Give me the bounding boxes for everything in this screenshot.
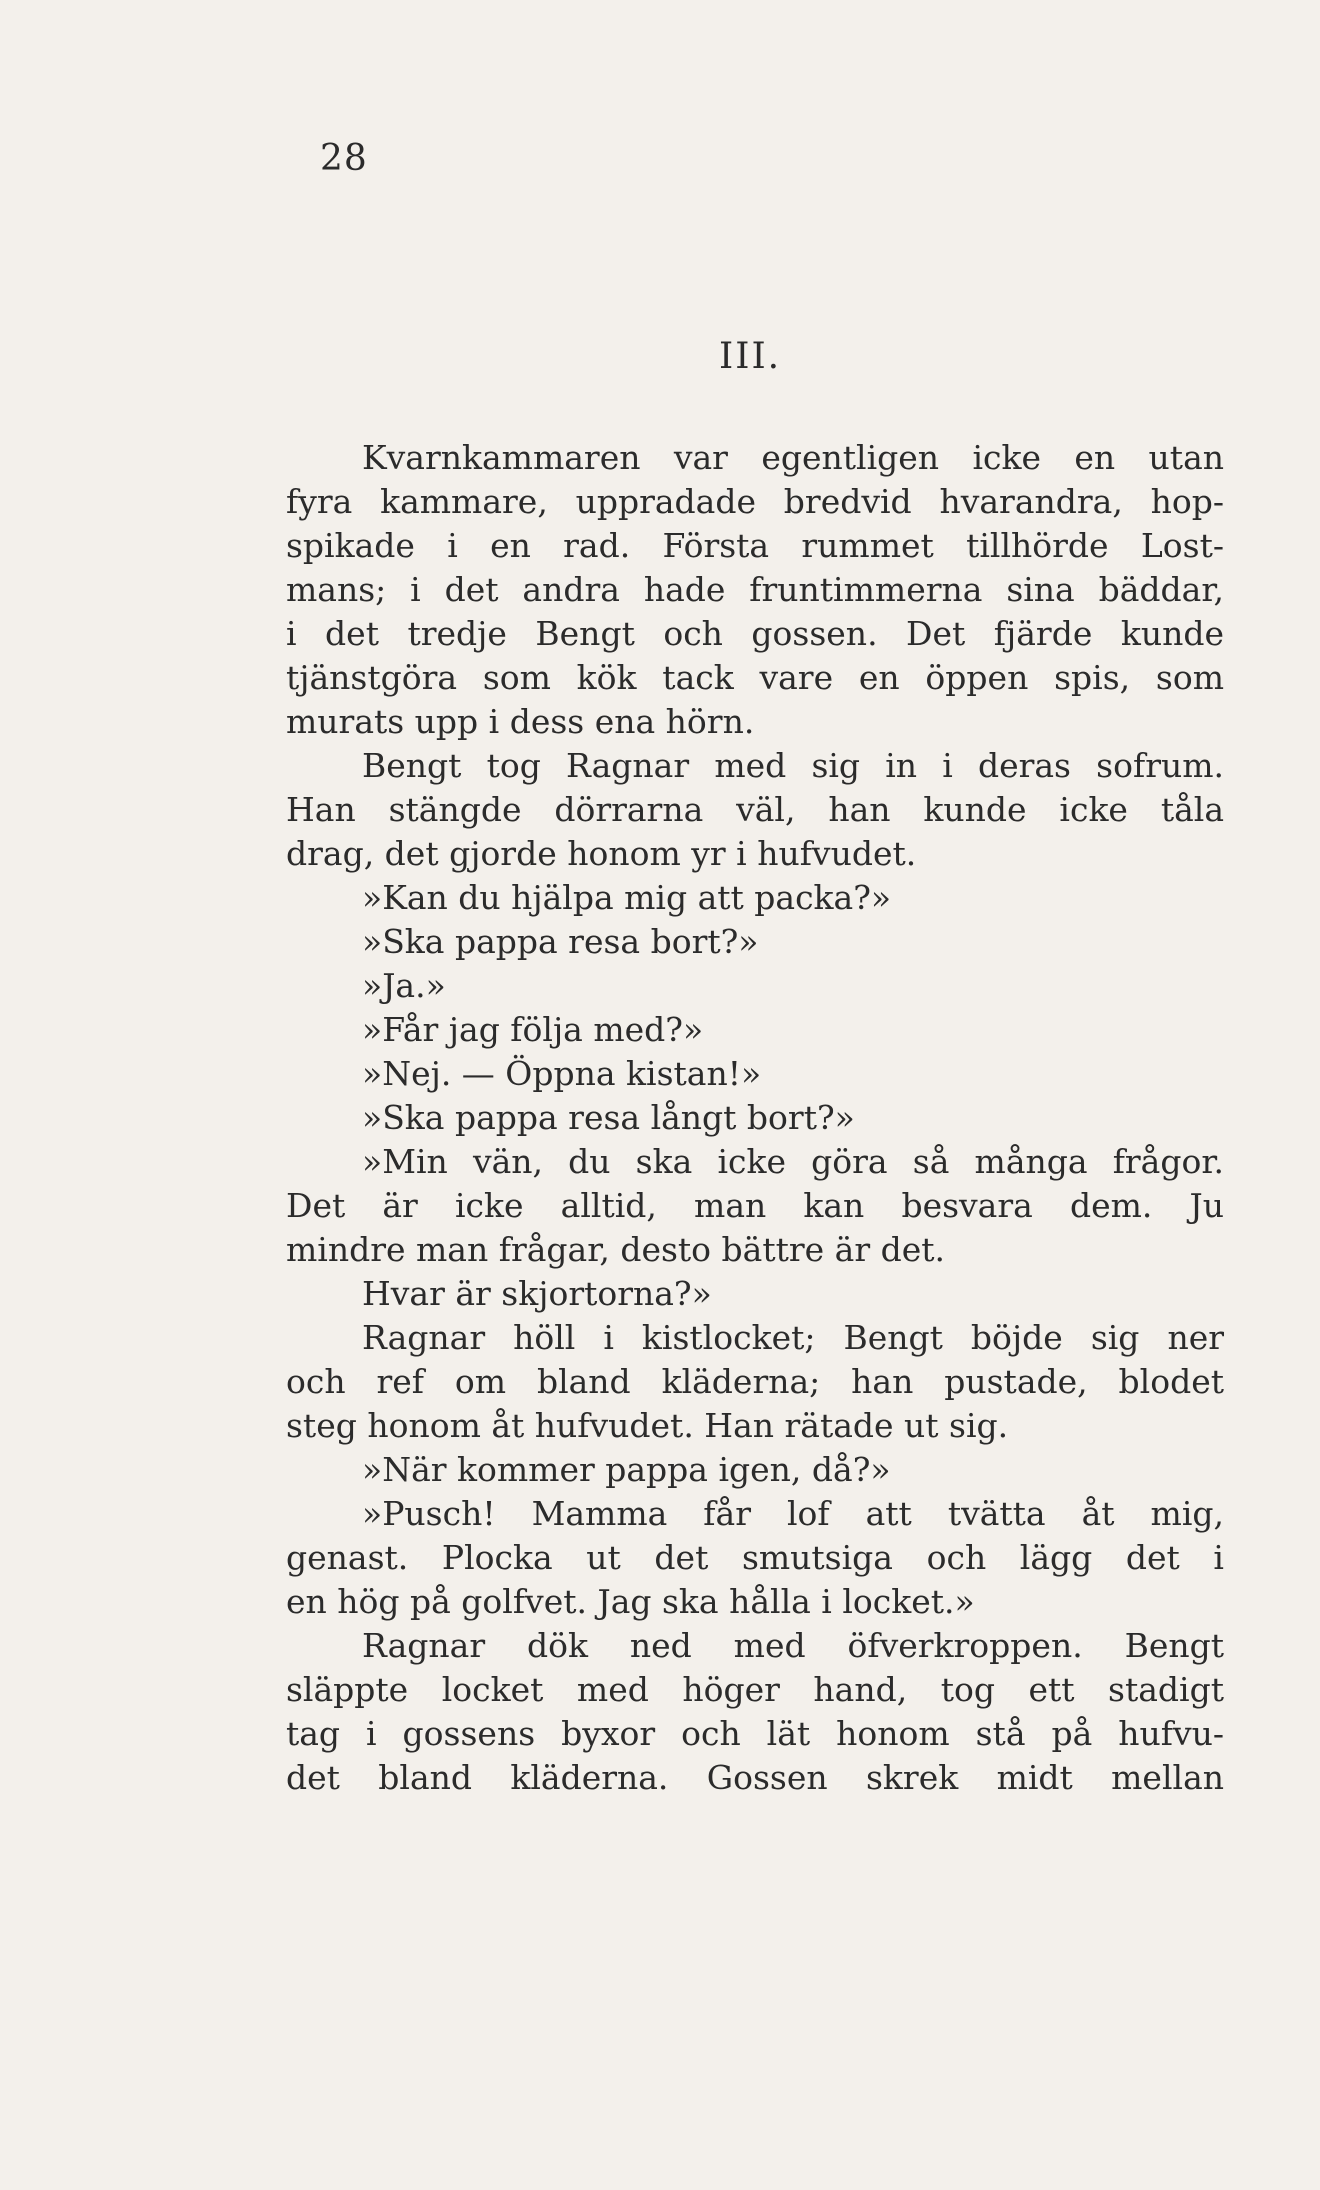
text-line: Kvarnkammaren var egentligen icke en utan <box>362 438 1224 477</box>
text-line: mindre man frågar, desto bättre är det. <box>286 1230 945 1269</box>
text-line: släppte locket med höger hand, tog ett stadigt <box>286 1670 1224 1709</box>
text-line: »När kommer pappa igen, då?» <box>362 1450 891 1489</box>
text-line: i det tredje Bengt och gossen. Det fjärde kunde <box>286 614 1224 653</box>
text-line: mans; i det andra hade fruntimmerna sina bäddar, <box>286 570 1224 609</box>
text-line: spikade i en rad. Första rummet tillhörde Lost- <box>286 526 1224 565</box>
text-line: steg honom åt hufvudet. Han rätade ut sig. <box>286 1406 1009 1445</box>
text-line: en hög på golfvet. Jag ska hålla i locket.» <box>286 1582 975 1621</box>
text-line: »Ja.» <box>362 966 446 1005</box>
chapter-heading: III. <box>719 336 782 377</box>
text-line: »Nej. — Öppna kistan!» <box>362 1054 762 1093</box>
text-line: »Ska pappa resa bort?» <box>362 922 759 961</box>
text-line: »Får jag följa med?» <box>362 1010 704 1049</box>
text-line: tjänstgöra som kök tack vare en öppen spis, som <box>286 658 1224 697</box>
text-line: »Min vän, du ska icke göra så många frågor. <box>362 1142 1224 1181</box>
text-line: fyra kammare, uppradade bredvid hvarandra, hop- <box>286 482 1224 521</box>
text-line: och ref om bland kläderna; han pustade, blodet <box>286 1362 1224 1401</box>
text-line: »Kan du hjälpa mig att packa?» <box>362 878 892 917</box>
text-line: Ragnar dök ned med öfverkroppen. Bengt <box>362 1626 1224 1665</box>
text-line: Det är icke alltid, man kan besvara dem. Ju <box>286 1186 1224 1225</box>
text-line: Bengt tog Ragnar med sig in i deras sofrum. <box>362 746 1224 785</box>
text-line: Hvar är skjortorna?» <box>362 1274 712 1313</box>
text-line: Ragnar höll i kistlocket; Bengt böjde sig ner <box>362 1318 1224 1357</box>
text-line: drag, det gjorde honom yr i hufvudet. <box>286 834 917 873</box>
body-text <box>286 436 1224 1800</box>
text-line: murats upp i dess ena hörn. <box>286 702 755 741</box>
page-number: 28 <box>320 138 368 179</box>
text-line: »Ska pappa resa långt bort?» <box>362 1098 855 1137</box>
text-line: genast. Plocka ut det smutsiga och lägg det i <box>286 1538 1224 1577</box>
text-line: det bland kläderna. Gossen skrek midt mellan <box>286 1758 1224 1797</box>
text-line: »Pusch! Mamma får lof att tvätta åt mig, <box>362 1494 1224 1533</box>
text-line: tag i gossens byxor och lät honom stå på hufvu- <box>286 1714 1224 1753</box>
text-line: Han stängde dörrarna väl, han kunde icke tåla <box>286 790 1224 829</box>
